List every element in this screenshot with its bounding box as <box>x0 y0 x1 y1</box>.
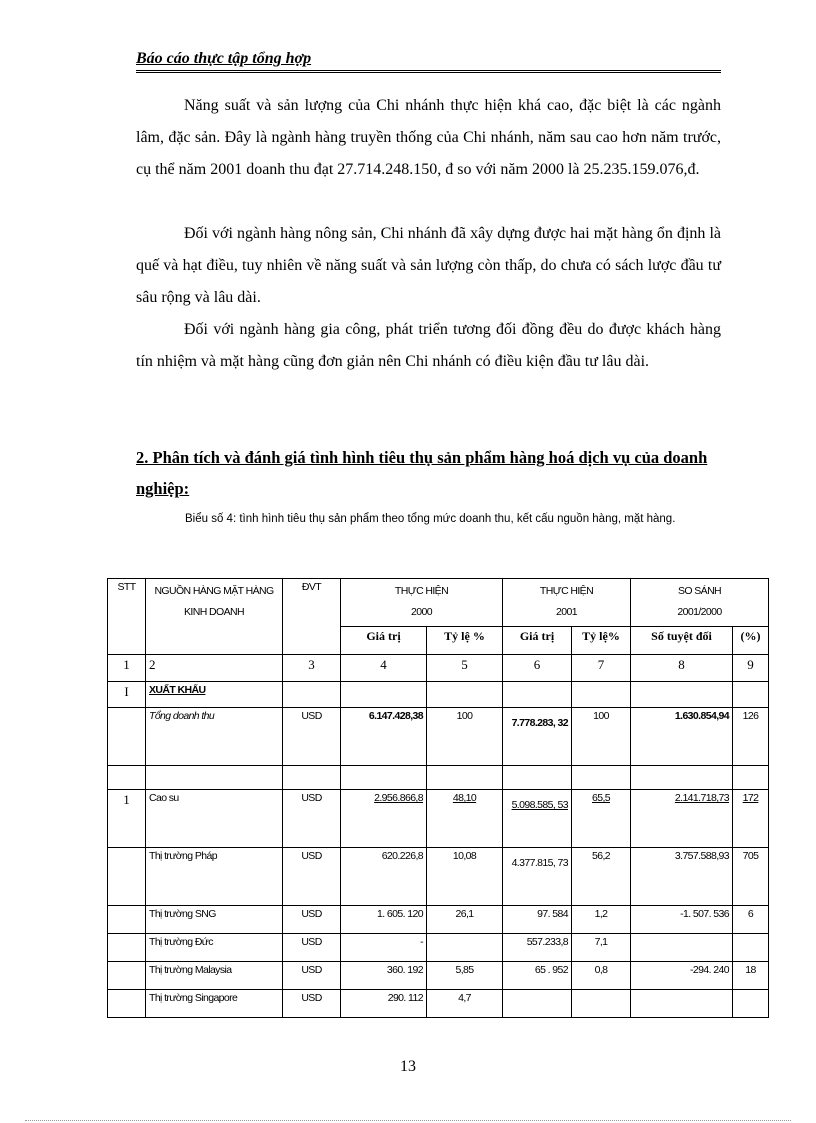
total-row <box>108 708 769 766</box>
market-r2001: 56,2 <box>572 848 631 906</box>
rubber-row <box>108 790 769 848</box>
market-abs <box>631 934 733 962</box>
header-absolute: Số tuyệt đối <box>631 627 733 655</box>
running-header <box>136 50 721 73</box>
header-compare <box>631 579 769 627</box>
header-th2001-label: THỰC HIỆN <box>539 585 594 597</box>
market-unit: USD <box>283 934 341 962</box>
index-cell: 9 <box>733 655 769 682</box>
market-label: Thị trường SNG <box>146 906 283 934</box>
market-abs: -1. 507. 536 <box>631 906 733 934</box>
rubber-stt: 1 <box>108 790 146 848</box>
header-th2000-year: 2000 <box>411 606 432 618</box>
header-stt: STT <box>108 579 146 655</box>
header-ratio-2001: Tỷ lệ% <box>572 627 631 655</box>
total-abs: 1.630.854,94 <box>631 708 733 766</box>
rubber-pct: 172 <box>733 790 769 848</box>
market-pct: 705 <box>733 848 769 906</box>
market-abs: 3.757.588,93 <box>631 848 733 906</box>
spacer-row <box>108 766 769 790</box>
header-th2000 <box>341 579 503 627</box>
rubber-r2000: 48,10 <box>427 790 503 848</box>
group-row <box>108 682 769 708</box>
market-row-sng <box>108 906 769 934</box>
sales-table <box>107 578 769 1018</box>
header-compare-label: SO SÁNH <box>677 585 722 597</box>
market-unit: USD <box>283 848 341 906</box>
rubber-abs: 2.141.718,73 <box>631 790 733 848</box>
paragraph-2: Đối với ngành hàng nông sản, Chi nhánh đã xây dựng được hai mặt hàng ổn định là quế và hạt điều, tuy nhiên về năng suất và sản lượng còn thấp, do chưa có sách lược đầu tư sâu rộng và lâu dài. <box>136 225 721 306</box>
header-th2001-year: 2001 <box>556 606 577 618</box>
section-title: 2. Phân tích và đánh giá tình hình tiêu thụ sản phẩm hàng hoá dịch vụ của doanh nghiệp: <box>136 448 708 498</box>
header-unit: ĐVT <box>283 579 341 655</box>
market-v2000: 290. 112 <box>341 990 427 1018</box>
paragraph-3: Đối với ngành hàng gia công, phát triển tương đối đồng đều do được khách hàng tín nhiệm và mặt hàng cũng đơn giản nên Chi nhánh có điều kiện đầu tư lâu dài. <box>136 321 721 370</box>
market-r2001: 1,2 <box>572 906 631 934</box>
market-unit: USD <box>283 906 341 934</box>
market-v2001: 557.233,8 <box>503 934 572 962</box>
index-cell: 1 <box>108 655 146 682</box>
header-value-2001: Giá trị <box>503 627 572 655</box>
index-cell: 2 <box>146 655 283 682</box>
market-abs: -294. 240 <box>631 962 733 990</box>
market-r2000: 26,1 <box>427 906 503 934</box>
table-caption: Biểu số 4: tình hình tiêu thụ sản phẩm theo tổng mức doanh thu, kết cấu nguồn hàng, mặt hàng. <box>185 513 676 525</box>
market-r2000: 10,08 <box>427 848 503 906</box>
market-v2000: 360. 192 <box>341 962 427 990</box>
market-v2000: 1. 605. 120 <box>341 906 427 934</box>
rubber-v2001: 5.098.585, 53 <box>503 790 572 848</box>
market-pct <box>733 934 769 962</box>
rubber-r2001: 65,5 <box>572 790 631 848</box>
total-pct: 126 <box>733 708 769 766</box>
page-number: 13 <box>400 1058 416 1075</box>
market-row-singapore <box>108 990 769 1018</box>
market-r2000 <box>427 934 503 962</box>
market-unit: USD <box>283 990 341 1018</box>
market-pct <box>733 990 769 1018</box>
market-row-malaysia <box>108 962 769 990</box>
index-cell: 3 <box>283 655 341 682</box>
market-label: Thị trường Malaysia <box>146 962 283 990</box>
market-row-france <box>108 848 769 906</box>
paragraph-1: Năng suất và sản lượng của Chi nhánh thực hiện khá cao, đặc biệt là các ngành lâm, đặc sản. Đây là ngành hàng truyền thống của Chi nhánh, năm sau cao hơn năm trước, cụ thể năm 2001 doanh thu đạt 27.714.248.150, đ so với năm 2000 là 25.235.159.076,đ. <box>136 97 721 178</box>
total-r2000: 100 <box>427 708 503 766</box>
market-r2001: 7,1 <box>572 934 631 962</box>
market-label: Thị trường Đức <box>146 934 283 962</box>
page-bottom-rule <box>25 1120 791 1121</box>
market-pct: 18 <box>733 962 769 990</box>
market-r2000: 5,85 <box>427 962 503 990</box>
header-title: Báo cáo thực tập tổng hợp <box>136 50 312 67</box>
total-unit: USD <box>283 708 341 766</box>
header-ratio-2000: Tỷ lệ % <box>427 627 503 655</box>
market-v2000: - <box>341 934 427 962</box>
total-label: Tổng doanh thu <box>146 708 283 766</box>
rubber-unit: USD <box>283 790 341 848</box>
market-label: Thị trường Singapore <box>146 990 283 1018</box>
header-percent: (%) <box>733 627 769 655</box>
total-v2000: 6.147.428,38 <box>341 708 427 766</box>
market-v2001 <box>503 990 572 1018</box>
index-row <box>108 655 769 682</box>
index-cell: 4 <box>341 655 427 682</box>
rubber-label: Cao su <box>146 790 283 848</box>
rubber-v2000: 2.956.866,8 <box>341 790 427 848</box>
index-cell: 7 <box>572 655 631 682</box>
header-source: NGUỒN HÀNG MẶT HÀNG KINH DOANH <box>146 579 283 655</box>
market-v2001: 97. 584 <box>503 906 572 934</box>
index-cell: 5 <box>427 655 503 682</box>
market-r2000: 4,7 <box>427 990 503 1018</box>
market-abs <box>631 990 733 1018</box>
header-th2001 <box>503 579 631 627</box>
market-label: Thị trường Pháp <box>146 848 283 906</box>
index-cell: 8 <box>631 655 733 682</box>
group-stt: I <box>108 682 146 708</box>
market-r2001 <box>572 990 631 1018</box>
market-v2001: 4.377.815, 73 <box>503 848 572 906</box>
header-value-2000: Giá trị <box>341 627 427 655</box>
total-r2001: 100 <box>572 708 631 766</box>
header-compare-period: 2001/2000 <box>677 606 722 618</box>
market-pct: 6 <box>733 906 769 934</box>
group-label: XUẤT KHẨU <box>146 682 283 708</box>
market-v2000: 620.226,8 <box>341 848 427 906</box>
index-cell: 6 <box>503 655 572 682</box>
market-unit: USD <box>283 962 341 990</box>
market-v2001: 65 . 952 <box>503 962 572 990</box>
market-r2001: 0,8 <box>572 962 631 990</box>
total-v2001: 7.778.283, 32 <box>503 708 572 766</box>
market-row-germany <box>108 934 769 962</box>
header-row <box>108 579 769 627</box>
header-th2000-label: THỰC HIỆN <box>394 585 449 597</box>
